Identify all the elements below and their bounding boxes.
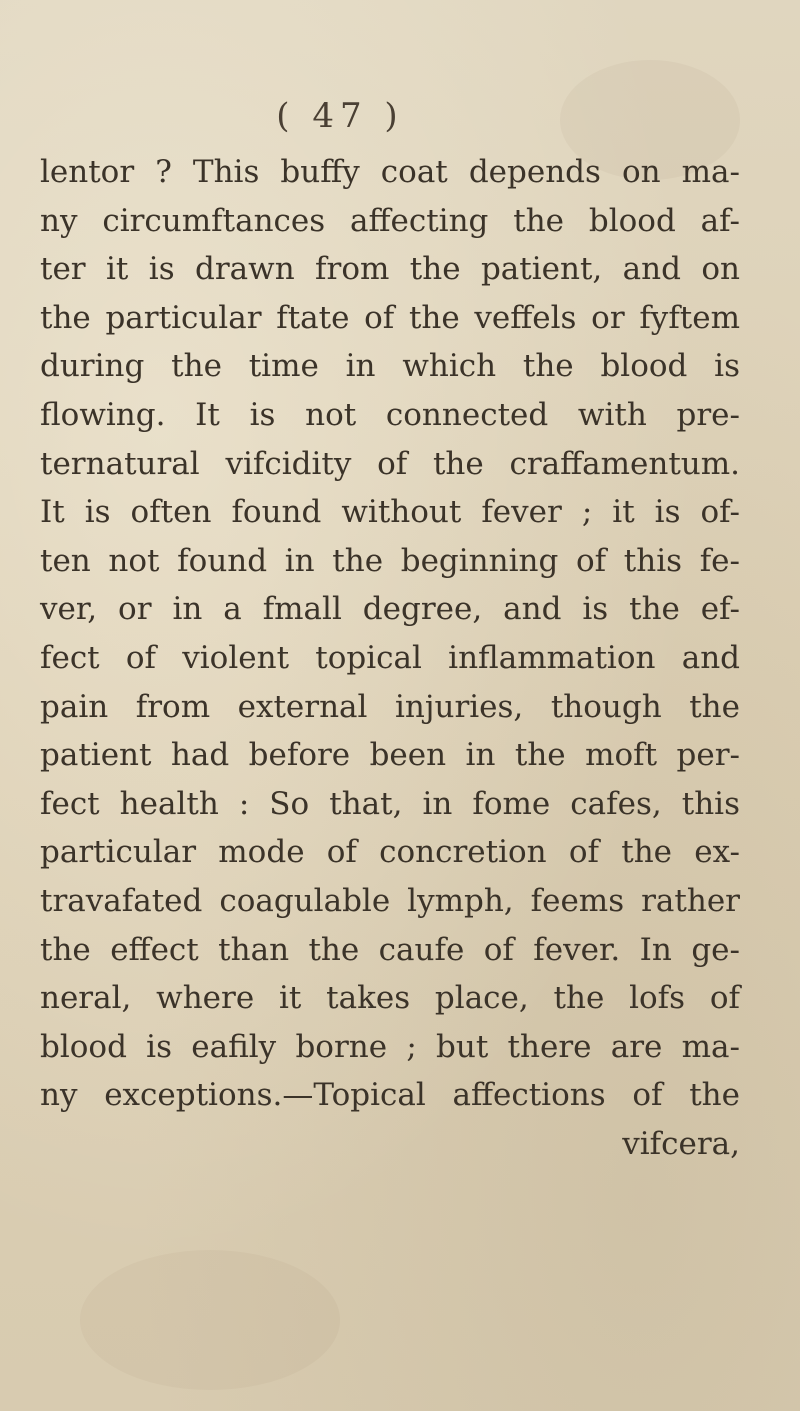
- text-line: particular mode of concretion of the ex-: [40, 834, 740, 871]
- catchword: vifcera,: [622, 1125, 740, 1162]
- text-line: the effect than the caufe of fever. In ge-: [40, 931, 740, 968]
- text-line: during the time in which the blood is: [40, 348, 740, 385]
- text-line: pain from external injuries, though the: [40, 688, 740, 725]
- text-line: neral, where it takes place, the lofs of: [40, 980, 740, 1017]
- text-line: travafated coagulable lymph, feems rather: [40, 882, 740, 919]
- text-line: ternatural vifcidity of the craffamentum.: [40, 445, 740, 482]
- text-line: the particular ftate of the veffels or fyftem: [40, 299, 740, 336]
- text-line: flowing. It is not connected with pre-: [40, 396, 740, 433]
- text-line: blood is eafily borne ; but there are ma-: [40, 1028, 740, 1065]
- text-line: ver, or in a fmall degree, and is the ef-: [40, 591, 740, 628]
- text-line: ny circumftances affecting the blood af-: [40, 202, 740, 239]
- text-line: lentor ? This buffy coat depends on ma-: [40, 154, 740, 190]
- body-text: [40, 148, 740, 1168]
- paper-stain: [80, 1250, 340, 1390]
- text-line: fect of violent topical inflammation and: [40, 639, 740, 676]
- text-line: fect health : So that, in fome cafes, this: [40, 785, 740, 822]
- text-line: ten not found in the beginning of this fe-: [40, 542, 740, 579]
- text-line: patient had before been in the moft per-: [40, 737, 740, 774]
- text-line: ter it is drawn from the patient, and on: [40, 251, 740, 288]
- page-number: ( 47 ): [276, 96, 404, 136]
- text-line: It is often found without fever ; it is of-: [40, 494, 740, 531]
- text-line: ny exceptions.—Topical affections of the: [40, 1077, 740, 1114]
